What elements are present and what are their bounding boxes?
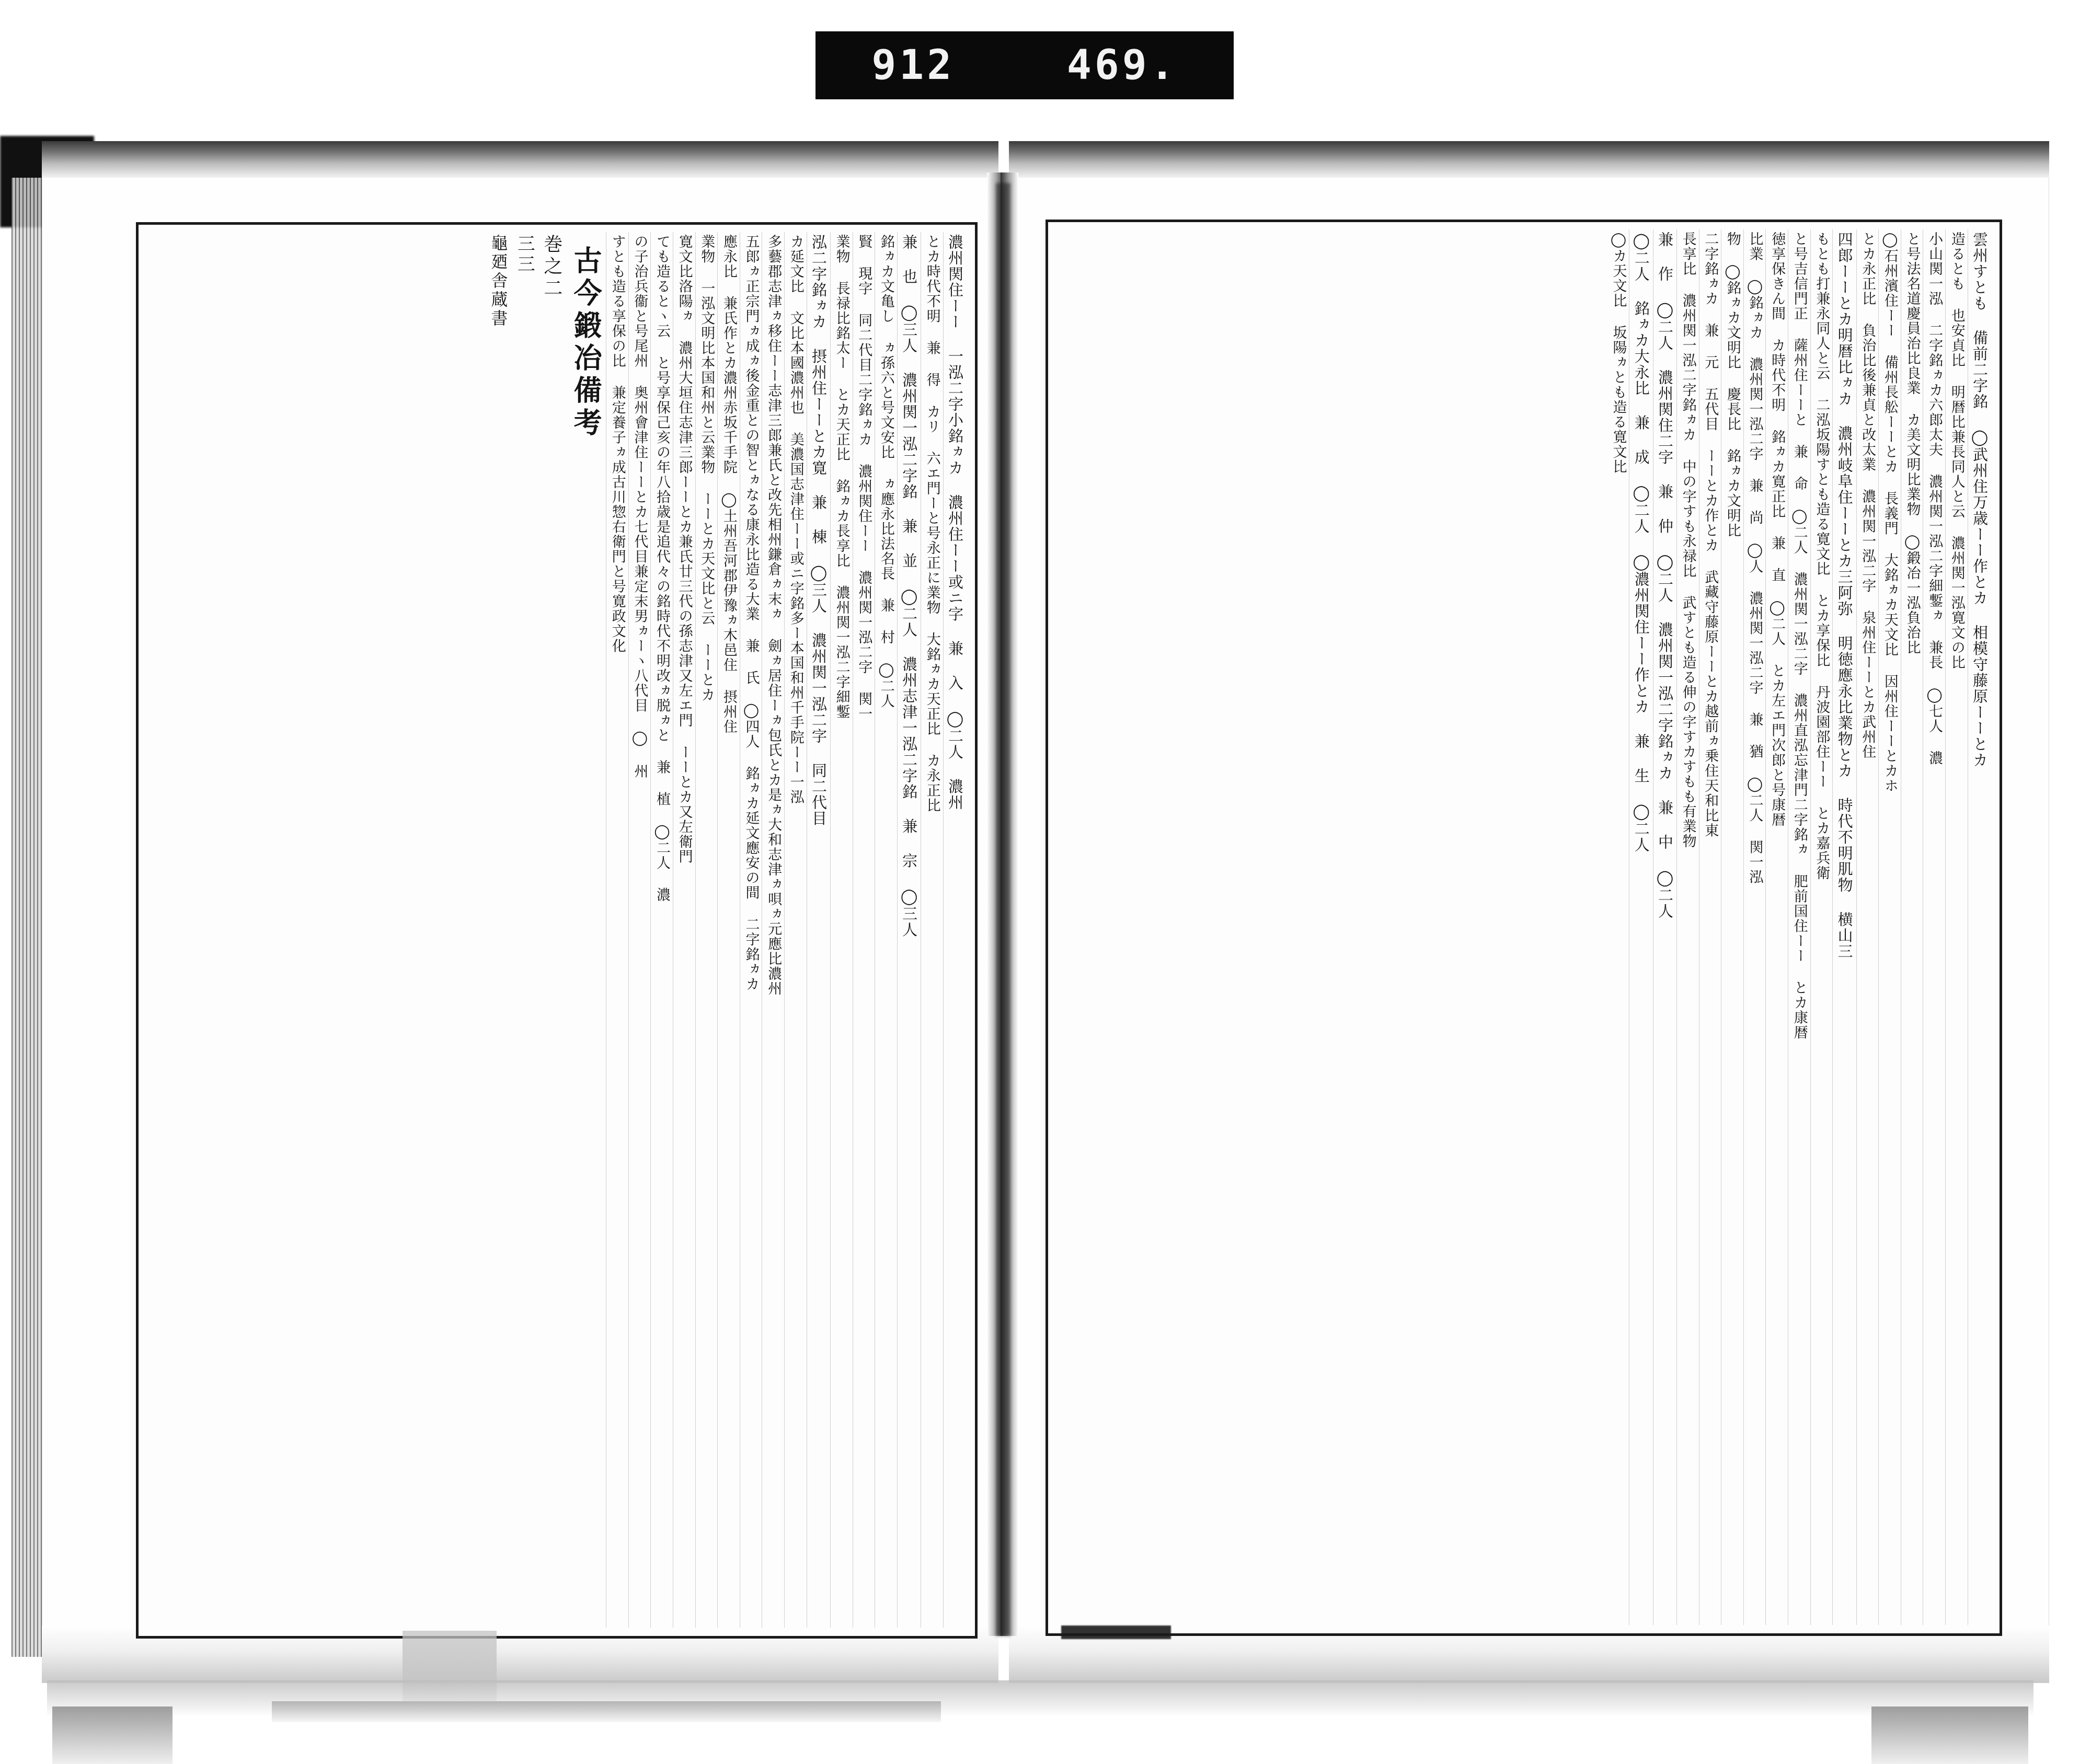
text-frame-verso [136, 222, 978, 1639]
text-column: 比業 ◯銘ヵカ 濃州関一泓二字 兼 尚 ◯人 濃州関一泓二字 兼 猶 ◯二人 関一泓 [1743, 229, 1766, 1625]
book-leaf-recto [1009, 141, 2049, 1683]
text-column: 寛文比洛陽ヵ 濃州大垣住志津三郎ーーとカ兼氏廿三代の孫志津又左エ門 ーーとカ又左衛門 [673, 232, 695, 1628]
frame-number-right: 469. [1066, 42, 1178, 89]
text-column: 小山関一泓 二字銘ヵカ六郎太夫 濃州関一泓二字細鏨ヵ 兼長 ◯七人 濃 [1923, 229, 1945, 1625]
book-gutter-shadow [996, 183, 1010, 1636]
microfilm-frame-header [815, 31, 1234, 99]
text-column: 業物 長禄比銘太ー とカ天正比 銘ヵカ長享比 濃州関一泓二字細鏨 [830, 232, 853, 1628]
column-group-verso [147, 232, 967, 1628]
text-column: すとも造る享保の比 兼定養子ヵ成古川惣右衛門と号寛政文化 [606, 232, 628, 1628]
book-page-edges [12, 178, 45, 1657]
folio-number: 三三 [514, 234, 535, 275]
text-column: ても造るとヽ云 と号享保己亥の年八拾歳是追代々の銘時代不明改ヵ脱ヵと 兼 植 ◯二人 濃 [650, 232, 673, 1628]
column-group-recto [1056, 229, 1991, 1625]
text-column: ◯カ天文比 坂陽ヵとも造る寛文比 [1610, 232, 1627, 474]
frame-number-left: 912 [871, 42, 955, 89]
text-column: 濃州関住ーー 一泓二字小銘ヵカ 濃州住ーー或ニ字 兼 入 ◯二人 濃州 [943, 232, 967, 1628]
text-column: 長享比 濃州関一泓二字銘ヵカ 中の字すも永禄比 武すとも造る伸の字すカすもも有業物 [1676, 229, 1699, 1625]
text-column: 銘ヵカ文亀し ヵ孫六と号文安比 ヵ應永比法名長 兼 村 ◯二人 [875, 232, 897, 1628]
text-column: もとも打兼永同人と云 二泓坂陽すとも造る寛文比 とカ享保比 丹波園部住ーー とカ嘉兵衛 [1810, 229, 1833, 1625]
text-column: 業物 一泓文明比本国和州と云業物 ーーとカ天文比と云 ーーとカ [695, 232, 718, 1628]
text-column: とカ時代不明 兼 得 カリ 六エ門ーと号永正に業物 大銘ヵカ天正比 カ永正比 [921, 232, 943, 1628]
text-column: の子治兵衞と号尾州 奥州會津住ーーとカ七代目兼定末男ヵーヽ八代目 ◯ 州 [628, 232, 651, 1628]
text-frame-recto [1046, 220, 2002, 1636]
text-column: 應永比 兼氏作とカ濃州赤坂千手院 ◯土州吾河郡伊豫ヵ木邑住 摂州住 [717, 232, 740, 1628]
leaf-top-edge [1009, 141, 2049, 178]
ownership-seal: 龜廼舎蔵書 [488, 234, 509, 328]
text-column: 多藝郡志津ヵ移住ーー志津三郎兼氏と改先相州鎌倉ヵ末ヵ 劍ヵ居住ーヵ包氏とカ是ヵ大和志津ヵ唄ヵ元應比濃州 [762, 232, 784, 1628]
book-leaf-verso [42, 141, 998, 1683]
scan-artifact-ink-blot [1061, 1625, 1171, 1639]
text-column: ◯二人 銘ヵカ大永比 兼 成 ◯二人 ◯濃州関住ーー作とカ 兼 生 ◯二人 [1629, 229, 1652, 1625]
text-column: ◯石州濱住ーー 備州長舩ーーとカ 長義門 大銘ヵカ天文比 因州住ーーとカホ [1878, 229, 1901, 1625]
scanned-book-spread [0, 120, 2091, 1709]
text-column: 雲州すとも 備前二字銘 ◯武州住万歳ーー作とカ 相模守藤原ーーとカ [1968, 229, 1991, 1625]
text-column: 五郎ヵ正宗門ヵ成ヵ後金重との智とヵなる康永比造る大業 兼 氏 ◯四人 銘ヵカ延文應安の間 二字銘ヵカ [740, 232, 762, 1628]
book-cover-tab-middle [272, 1701, 941, 1722]
text-column: 泓二字銘ヵカ 摂州住ーーとカ寛 兼 棟 ◯三人 濃州関一泓二字 同二代目 [807, 232, 830, 1628]
volume-label: 巻之二 [541, 234, 562, 300]
text-column: 兼 也 ◯三人 濃州関一泓二字銘 兼 並 ◯二人 濃州志津一泓二字銘 兼 宗 ◯三人 [897, 232, 921, 1628]
text-column: 賢 現字 同二代目二字銘ヵカ 濃州関住ーー 濃州関一泓二字 関一 [853, 232, 875, 1628]
text-column: と号吉信門正 薩州住ーーと 兼 命 ◯二人 濃州関一泓二字 濃州直泓忘津門二字銘ヵ 肥前国住ーー とカ康暦 [1788, 229, 1810, 1625]
text-column: と号法名道慶員治比良業 カ美文明比業物 ◯鍛冶一泓負治比 [1901, 229, 1923, 1625]
text-column: 物 ◯銘ヵカ文明比 慶長比 銘ヵカ文明比 [1721, 229, 1743, 1625]
text-column: 兼 作 ◯二人 濃州関住二字 兼 仲 ◯二人 濃州関一泓二字銘ヵカ 兼 中 ◯二人 [1653, 229, 1676, 1625]
book-cover-tab-right [1871, 1707, 2028, 1764]
text-column: カ延文比 文比本國濃州也 美濃国志津住ーー或ニ字銘多ー本国和州千手院ーー一泓 [784, 232, 807, 1628]
text-column: 四郎ーーとカ明暦比ヵカ 濃州岐阜住ーーとカ三阿弥 明徳應永比業物とカ 時代不明肌物 横山三 [1832, 229, 1856, 1625]
text-column: 造るとも 也安貞比 明暦比兼長同人と云 濃州関一泓寛文の比 [1945, 229, 1968, 1625]
text-column: 二字銘ヵカ 兼 元 五代目 ーーとカ作とカ 武藏守藤原ーーとカ越前ヵ乗住天和比東 [1699, 229, 1721, 1625]
leaf-top-edge [42, 141, 998, 178]
text-column: 徳享保きん間 カ時代不明 銘ヵカ寛正比 兼 直 ◯二人 とカ左エ門次郎と号康暦 [1765, 229, 1788, 1625]
book-cover-tab-left [52, 1707, 173, 1764]
text-column: とカ永正比 負治比後兼貞と改太業 濃州関一泓二字 泉州住ーーとカ武州住 [1856, 229, 1879, 1625]
book-title: 古今鍛冶備考 [569, 246, 603, 440]
